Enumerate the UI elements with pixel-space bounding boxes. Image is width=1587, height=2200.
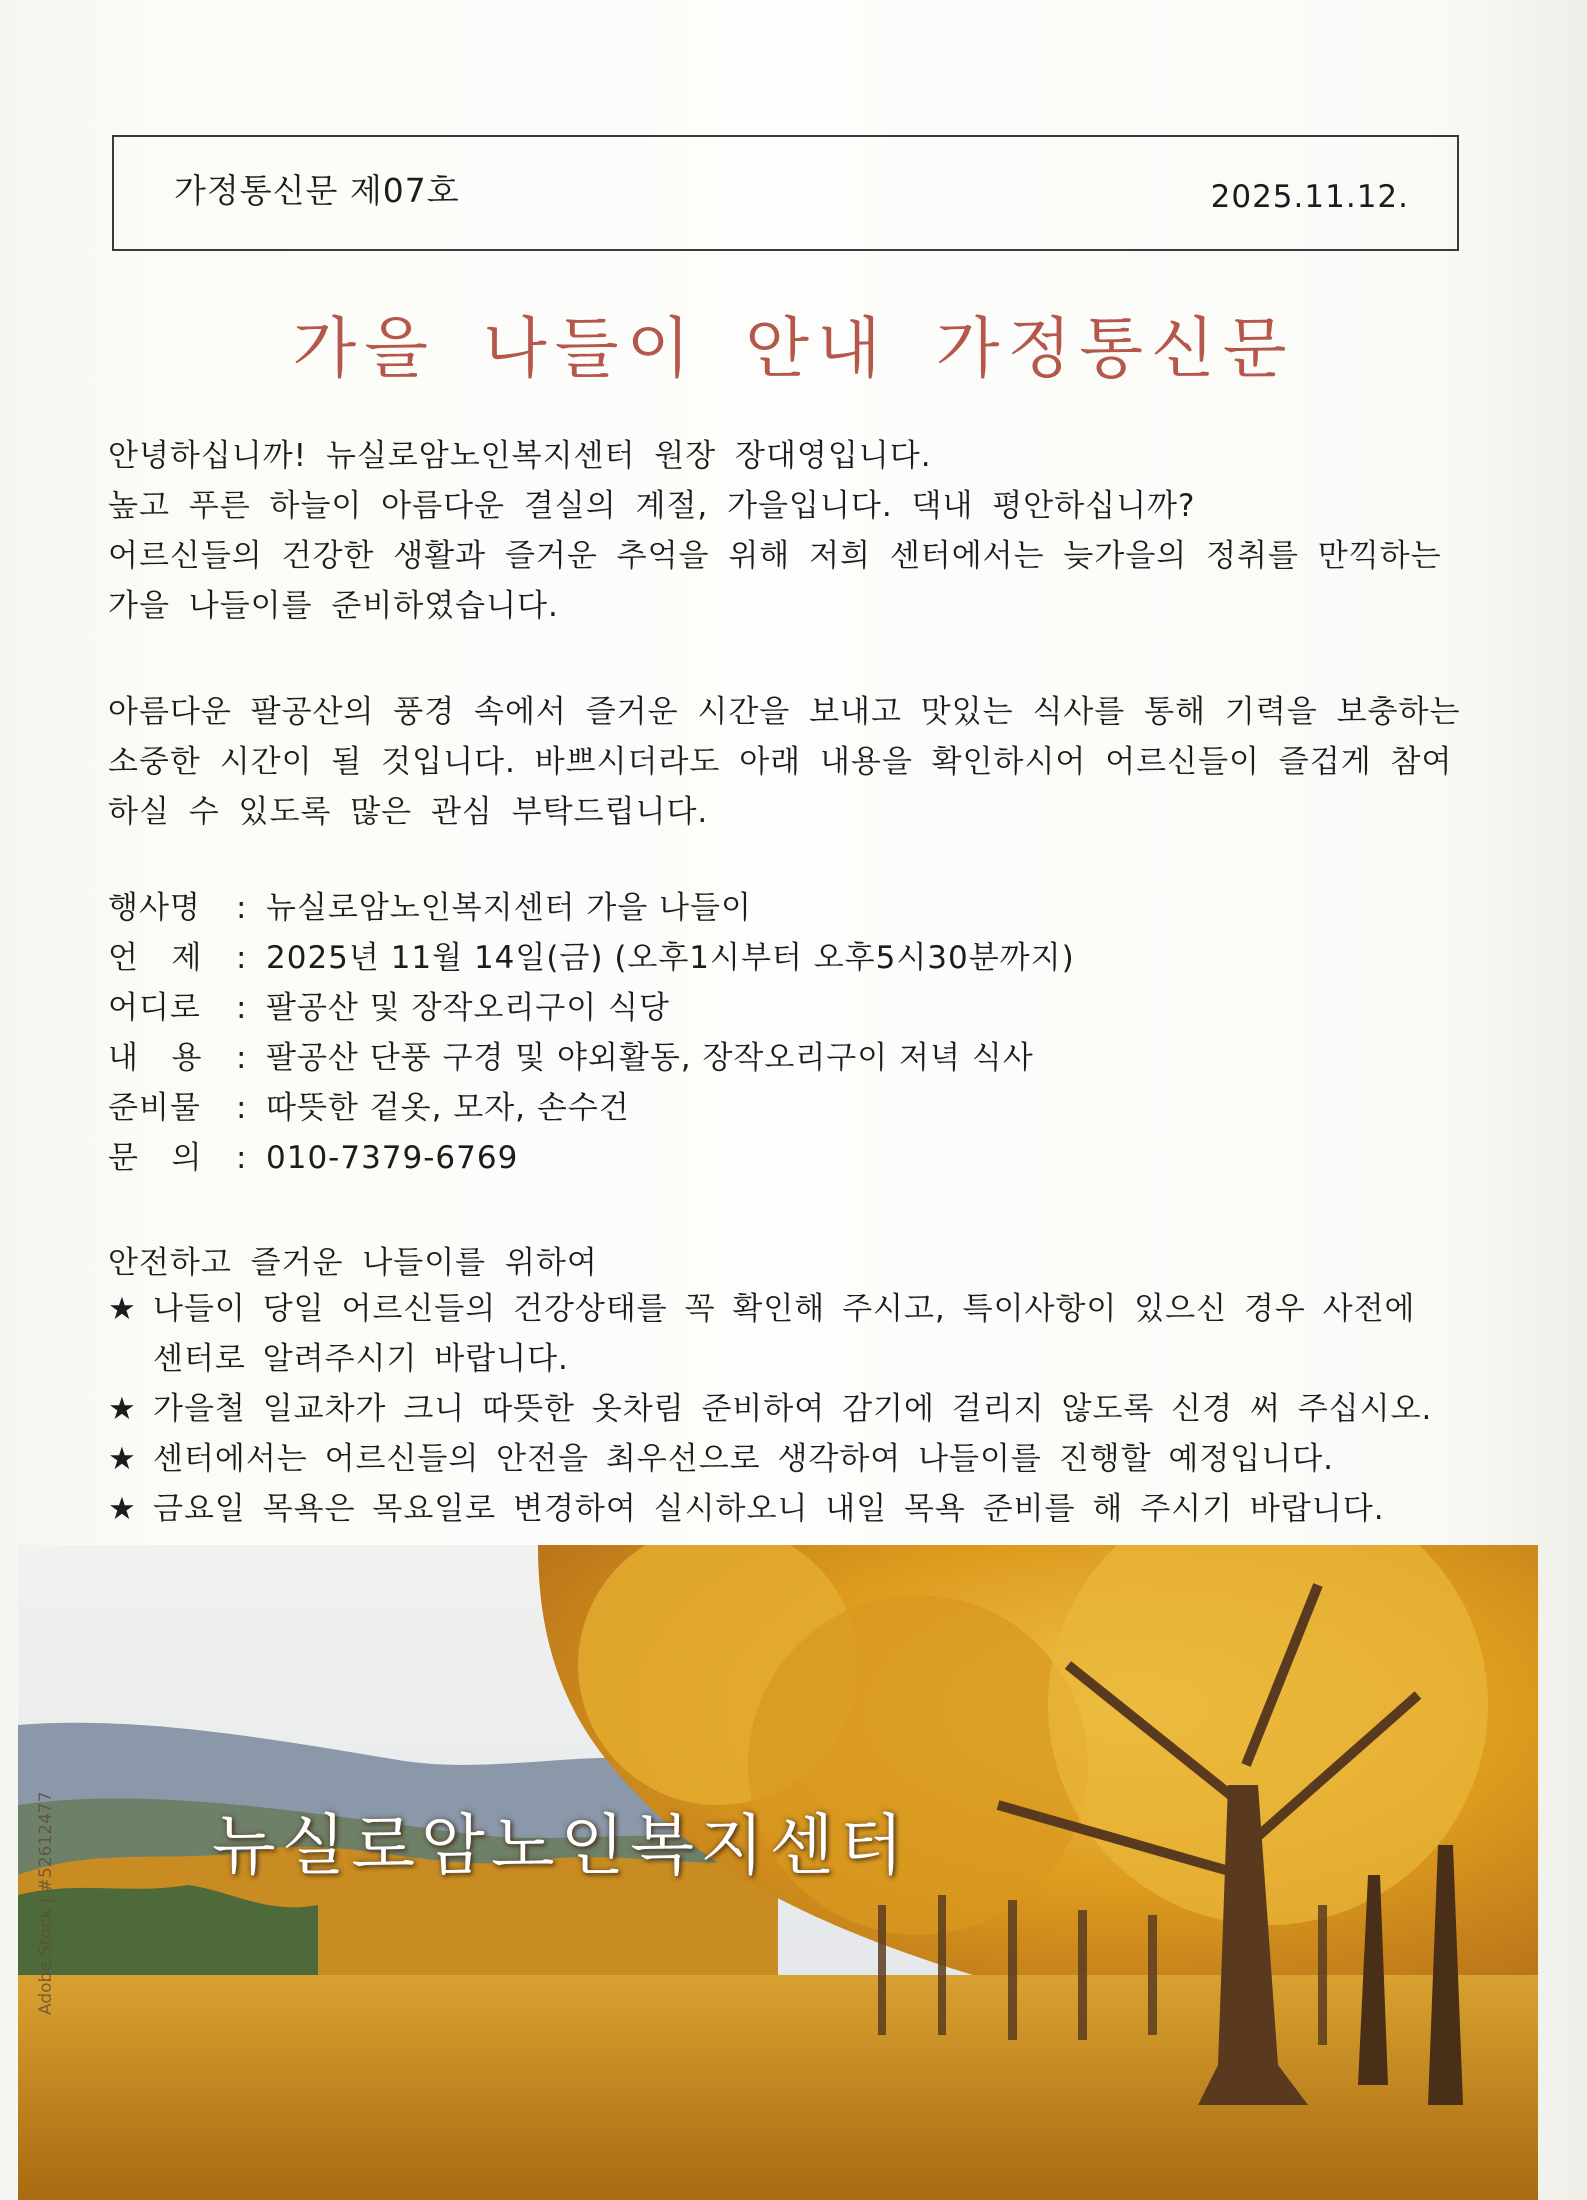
- detail-row-contact: [108, 1133, 1408, 1183]
- star-icon: ★: [108, 1441, 137, 1477]
- detail-row-items: [108, 1083, 1408, 1133]
- intro-paragraph: [108, 431, 1478, 631]
- issue-number: 가정통신문 제07호: [174, 171, 460, 210]
- page-title: 가을 나들이 안내 가정통신문: [292, 310, 1295, 387]
- detail-label: 어디로: [108, 990, 201, 1026]
- event-details: [108, 883, 1408, 1183]
- detail-value: 뉴실로암노인복지센터 가을 나들이: [266, 890, 752, 926]
- body-line: 소중한 시간이 될 것입니다. 바쁘시더라도 아래 내용을 확인하시어 어르신들이 즐겁게 참여: [108, 744, 1453, 780]
- stock-watermark: [36, 1545, 84, 2200]
- detail-separator: :: [236, 890, 248, 926]
- detail-row-when: [108, 933, 1408, 983]
- detail-row-where: [108, 983, 1408, 1033]
- detail-label: 언 제: [108, 940, 203, 976]
- safety-notes: [108, 1284, 1508, 1534]
- star-icon: ★: [108, 1391, 137, 1427]
- detail-separator: :: [236, 990, 248, 1026]
- safety-note-text: 센터에서는 어르신들의 안전을 최우선으로 생각하여 나들이를 진행할 예정입니다.: [153, 1441, 1334, 1477]
- safety-note-text: 나들이 당일 어르신들의 건강상태를 꼭 확인해 주시고, 특이사항이 있으신 경우 사전에 센터로 알려주시기 바랍니다.: [153, 1291, 1416, 1377]
- leaf-covered-ground: [18, 1975, 1538, 2200]
- detail-label: 행사명: [108, 890, 201, 926]
- detail-label: 준비물: [108, 1090, 201, 1126]
- safety-heading: 안전하고 즐거운 나들이를 위하여: [108, 1245, 598, 1281]
- star-icon: ★: [108, 1491, 137, 1527]
- contact-phone: 010-7379-6769: [266, 1140, 519, 1176]
- detail-separator: :: [236, 1140, 248, 1176]
- detail-value: 따뜻한 겉옷, 모자, 손수건: [266, 1090, 630, 1126]
- detail-value: 팔공산 및 장작오리구이 식당: [266, 990, 670, 1026]
- intro-line: 안녕하십니까! 뉴실로암노인복지센터 원장 장대영입니다.: [108, 438, 932, 474]
- body-line: 아름다운 팔공산의 풍경 속에서 즐거운 시간을 보내고 맛있는 식사를 통해 기력을 보충하는: [108, 694, 1461, 730]
- photo-caption: 뉴실로암노인복지센터: [211, 1807, 910, 1884]
- intro-line: 어르신들의 건강한 생활과 즐거운 추억을 위해 저희 센터에서는 늦가을의 정취를 만끽하는: [108, 538, 1442, 574]
- detail-row-content: [108, 1033, 1408, 1083]
- watermark-text: Adobe Stock | #52612477: [36, 1791, 56, 2015]
- safety-note-text: 금요일 목욕은 목요일로 변경하여 실시하오니 내일 목욕 준비를 해 주시기 바랍니다.: [153, 1491, 1385, 1527]
- safety-note: [108, 1284, 1508, 1384]
- intro-line: 가을 나들이를 준비하였습니다.: [108, 588, 559, 624]
- safety-note: [108, 1484, 1508, 1534]
- body-paragraph: [108, 687, 1478, 837]
- detail-row-event-name: [108, 883, 1408, 933]
- safety-note: [108, 1434, 1508, 1484]
- detail-value: 팔공산 단풍 구경 및 야외활동, 장작오리구이 저녁 식사: [266, 1040, 1034, 1076]
- detail-separator: :: [236, 1040, 248, 1076]
- intro-line: 높고 푸른 하늘이 아름다운 결실의 계절, 가을입니다. 댁내 평안하십니까?: [108, 488, 1196, 524]
- detail-separator: :: [236, 940, 248, 976]
- autumn-photo: [18, 1545, 1538, 2200]
- safety-note-text: 가을철 일교차가 크니 따뜻한 옷차림 준비하여 감기에 걸리지 않도록 신경 써 주십시오.: [153, 1391, 1433, 1427]
- detail-label: 문 의: [108, 1140, 203, 1176]
- issue-date: 2025.11.12.: [1210, 179, 1409, 215]
- body-line: 하실 수 있도록 많은 관심 부탁드립니다.: [108, 794, 709, 830]
- detail-value: 2025년 11월 14일(금) (오후1시부터 오후5시30분까지): [266, 940, 1075, 976]
- star-icon: ★: [108, 1291, 137, 1327]
- detail-label: 내 용: [108, 1040, 203, 1076]
- detail-separator: :: [236, 1090, 248, 1126]
- safety-note: [108, 1384, 1508, 1434]
- header-box: [112, 135, 1459, 251]
